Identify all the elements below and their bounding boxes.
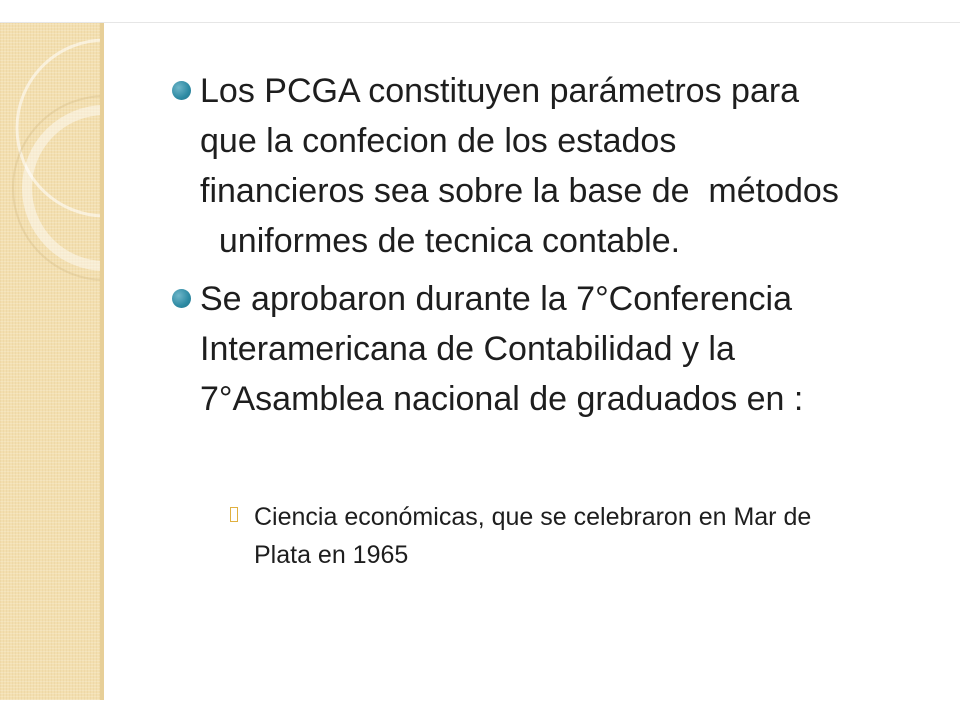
bullet-1-line-3: financieros sea sobre la base de métodos xyxy=(200,172,839,210)
sub-bullet-item xyxy=(230,498,954,574)
decorative-arc-2 xyxy=(27,110,104,266)
bullet-2-line-2: Interamericana de Contabilidad y la xyxy=(200,330,735,368)
bullet-1-line-2: que la confecion de los estados xyxy=(200,122,677,160)
side-band-edge xyxy=(100,23,104,700)
bullet-2-line-3: 7°Asamblea nacional de graduados en : xyxy=(200,380,804,418)
sub-bullet-square-icon xyxy=(230,507,238,522)
bullet-1-line-1: Los PCGA constituyen parámetros para xyxy=(200,72,800,110)
decorative-side-band xyxy=(0,23,104,700)
bullet-dot-icon xyxy=(172,289,191,308)
bullet-item-2 xyxy=(170,274,940,424)
sub-bullet-line-2: Plata en 1965 xyxy=(254,541,409,569)
bullet-1-line-4: uniformes de tecnica contable. xyxy=(200,222,681,260)
bullet-2-line-1: Se aprobaron durante la 7°Conferencia xyxy=(200,280,792,318)
decorative-circles xyxy=(0,23,104,700)
slide-body xyxy=(170,66,940,424)
bullet-item-1 xyxy=(170,66,940,266)
top-divider xyxy=(0,22,960,23)
sub-bullet-line-1: Ciencia económicas, que se celebraron en Mar de xyxy=(254,503,812,531)
bottom-margin xyxy=(0,700,960,720)
bullet-dot-icon xyxy=(172,81,191,100)
